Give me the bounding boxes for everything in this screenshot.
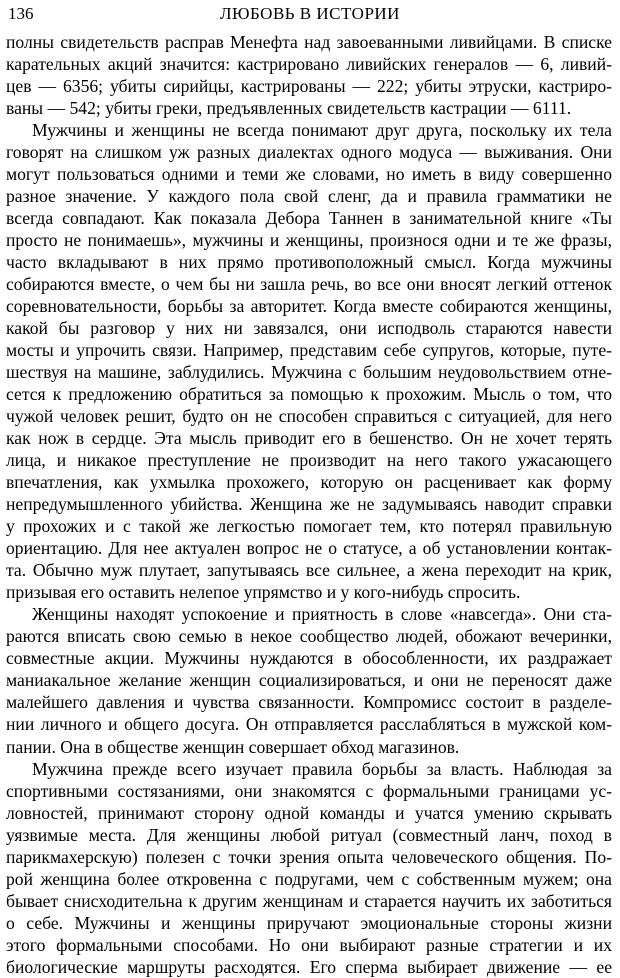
text-line: чужой человек решит, будто он не способен справиться с ситуацией, для него [6,406,612,427]
text-line: собираются вместе, о чем бы ни зашла речь, во все они вносят легкий оттенок [6,274,612,295]
text-line: раются вписать свою семью в некое сообщество людей, обожают вечеринки, [6,626,612,647]
text-line: ориентацию. Для нее актуален вопрос не о статусе, а об установлении контак- [6,538,612,559]
text-line: разное значение. У каждого пола свой сленг, да и правила грамматики не [6,186,612,207]
text-line: спортивными состязаниями, они знакомятся с формальными границами ус- [6,780,612,801]
text-line: сется к предложению обратиться за помощью к прохожим. Мысль о том, что [6,384,612,405]
running-title: ЛЮБОВЬ В ИСТОРИИ [220,4,400,23]
text-line: ваны — 542; убиты греки, предъявленных свидетельств кастрации — 6111. [6,98,572,119]
text-line: маниакальное желание женщин социализироваться, и они не переносят даже [6,670,612,691]
text-line: как нож в сердце. Эта мысль приводит его в бешенство. Он не хочет терять [6,428,612,449]
text-line: Женщины находят успокоение и приятность в слове «навсегда». Они ста- [32,604,612,625]
text-line: нии личного и общего досуга. Он отправляется расслабляться в мужской ком- [6,714,612,735]
text-line: та. Обычно муж плутает, запутываясь все сильнее, а жена переходит на крик, [6,560,612,581]
text-line: цев — 6356; убиты сирийцы, кастрированы — 222; убиты этруски, кастриро- [6,76,612,97]
page-number: 136 [8,4,34,23]
text-line: Мужчина прежде всего изучает правила борьбы за власть. Наблюдая за [32,758,612,779]
text-line: совместные акции. Мужчины нуждаются в обособленности, их раздражает [6,648,612,669]
text-line: рой женщина более откровенна с подругами, чем с собственным мужем; она [6,868,612,889]
text-line: лица, и никакое преступление не производит на него такого ужасающего [6,450,612,471]
text-line: этого формальными способами. Но они выбирают разные стратегии и их [6,934,612,955]
text-line: часто вкладывают в них прямо противоположный смысл. Когда мужчины [6,252,612,273]
body-text [6,31,612,978]
text-line: Мужчины и женщины не всегда понимают друг друга, поскольку их тела [32,120,612,141]
text-line: о себе. Мужчины и женщины приручают эмоциональные стороны жизни [6,912,612,933]
text-line: шествуя на машине, заблудились. Мужчина с большим неудовольствием отне- [6,362,612,383]
text-line: бывает снисходительна к другим женщинам и старается научить их заботиться [6,890,612,911]
text-line: полны свидетельств расправ Менефта над завоеванными ливийцами. В списке [6,32,612,52]
text-line: парикмахерскую) полезен с точки зрения опыта человеческого общения. По- [6,846,612,867]
text-line: соревновательности, борьбы за авторитет. Когда вместе собираются женщины, [6,296,612,317]
text-line: впечатления, как ухмылка прохожего, которую он расценивает как форму [6,472,612,493]
text-line: уязвимые места. Для женщины любой ритуал (совместный ланч, поход в [6,824,612,845]
text-line: малейшего давления и чувства связанности. Компромисс состоит в разделе- [6,692,612,713]
text-line: просто не понимаешь», мужчины и женщины, произнося одни и те же фразы, [6,230,612,251]
text-line: всегда совпадают. Как показала Дебора Таннен в занимательной книге «Ты [6,208,612,229]
text-line: карательных акций значится: кастрировано ливийских генералов — 6, ливий- [6,54,612,75]
text-line: биологические маршруты расходятся. Его сперма выбирает движение — ее [6,956,612,977]
text-line: могут пользоваться одними и теми же словами, но иметь в виду совершенно [6,164,612,185]
text-line: говорят на слишком уж разных диалектах одного модуса — выживания. Они [6,142,612,163]
text-line: пании. Она в обществе женщин совершает обход магазинов. [6,736,460,757]
text-line: призывая его оставить нелепое упрямство и у кого-нибудь спросить. [6,582,521,603]
text-line: какой бы разговор у них ни завязался, они исподволь стараются навести [6,318,612,339]
text-line: мосты и упрочить связи. Например, представим себе супругов, которые, путе- [6,340,612,361]
text-line: ловностей, принимают сторону одной команды и учатся умению скрывать [6,802,612,823]
page-header [0,2,620,28]
text-line: непредумышленного убийства. Женщина же не задумываясь наводит справки [6,494,612,515]
text-line: у прохожих и с такой же легкостью помогает тем, кто потерял правильную [6,516,612,537]
